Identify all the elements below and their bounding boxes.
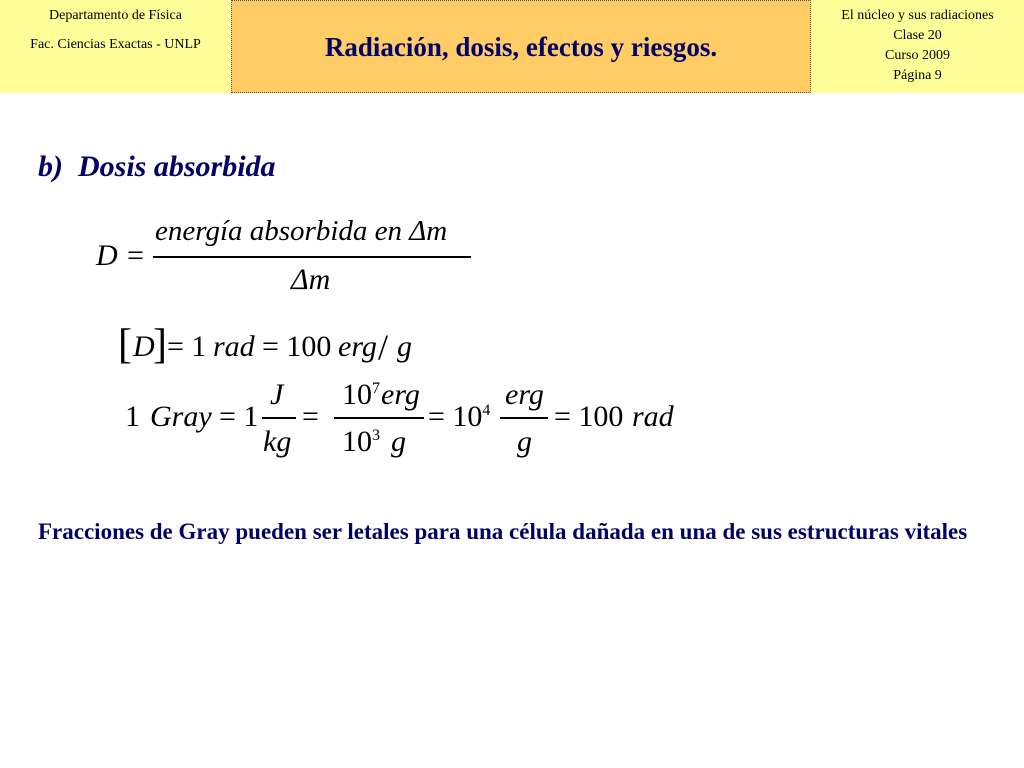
eq3-exp-b: 4 xyxy=(482,402,491,419)
eq2-slash: / xyxy=(378,327,389,367)
faculty-line: Fac. Ciencias Exactas - UNLP xyxy=(30,37,201,52)
page-title: Radiación, dosis, efectos y riesgos. xyxy=(324,31,718,62)
eq3-frac2-num-base: $10^7$ xyxy=(342,378,380,411)
eq3-frac2-num-unit: erg xyxy=(381,378,420,411)
eq3-equals-c: = 100 xyxy=(554,400,624,433)
eq2-symbol: D xyxy=(133,330,155,363)
section-label: b) xyxy=(38,150,63,183)
eq3-frac3-numerator: erg xyxy=(505,378,544,411)
eq1-fraction-bar xyxy=(153,256,471,258)
eq3-frac1-bar xyxy=(262,417,296,419)
eq2-equals-one: = 1 xyxy=(167,330,207,363)
course-name: El núcleo y sus radiaciones xyxy=(841,8,994,23)
eq1-numerator: energía absorbida en Δm xyxy=(155,215,448,247)
title-box xyxy=(231,0,811,93)
eq3-rad: rad xyxy=(632,400,674,433)
eq3-frac2-den-unit: g xyxy=(391,425,406,458)
eq3-gray: Gray xyxy=(150,400,212,433)
section-heading xyxy=(38,150,276,184)
eq2-bracket-close: ] xyxy=(153,322,167,368)
eq3-frac2-den-exp: 3 xyxy=(372,427,380,444)
class-number: Clase 20 xyxy=(893,28,942,43)
eq3-frac1-denominator: kg xyxy=(263,425,292,458)
course-year: Curso 2009 xyxy=(885,48,950,63)
eq2-rad: rad xyxy=(213,330,255,363)
eq2-erg: erg xyxy=(338,330,377,363)
eq1-denominator: Δm xyxy=(291,263,331,296)
lethality-note: Fracciones de Gray pueden ser letales para una célula dañada en una de sus estructuras vitales xyxy=(38,519,968,544)
section-title: Dosis absorbida xyxy=(78,150,276,183)
eq2-bracket-open: [ xyxy=(118,322,132,368)
course-box xyxy=(811,0,1024,93)
eq2-g: g xyxy=(397,330,412,363)
eq2-equals-hundred: = 100 xyxy=(262,330,332,363)
department-box xyxy=(0,0,231,93)
eq3-frac3-bar xyxy=(500,417,548,419)
eq3-equals-b: = $10^4$ xyxy=(428,400,491,433)
eq3-frac2-den-base: $10^3$ xyxy=(342,425,380,458)
page-number: Página 9 xyxy=(893,68,942,83)
eq3-frac2-num-exp: 7 xyxy=(372,380,380,397)
eq3-equals-a: = xyxy=(302,400,319,433)
eq3-frac2-bar xyxy=(334,417,424,419)
eq1-lhs: D = xyxy=(96,239,146,272)
eq3-frac1-numerator: J xyxy=(270,378,284,411)
eq3-frac3-denominator: g xyxy=(517,425,532,458)
department-line: Departamento de Física xyxy=(49,8,182,23)
eq3-equals-one: = 1 xyxy=(219,400,259,433)
eq3-one: 1 xyxy=(125,400,140,433)
